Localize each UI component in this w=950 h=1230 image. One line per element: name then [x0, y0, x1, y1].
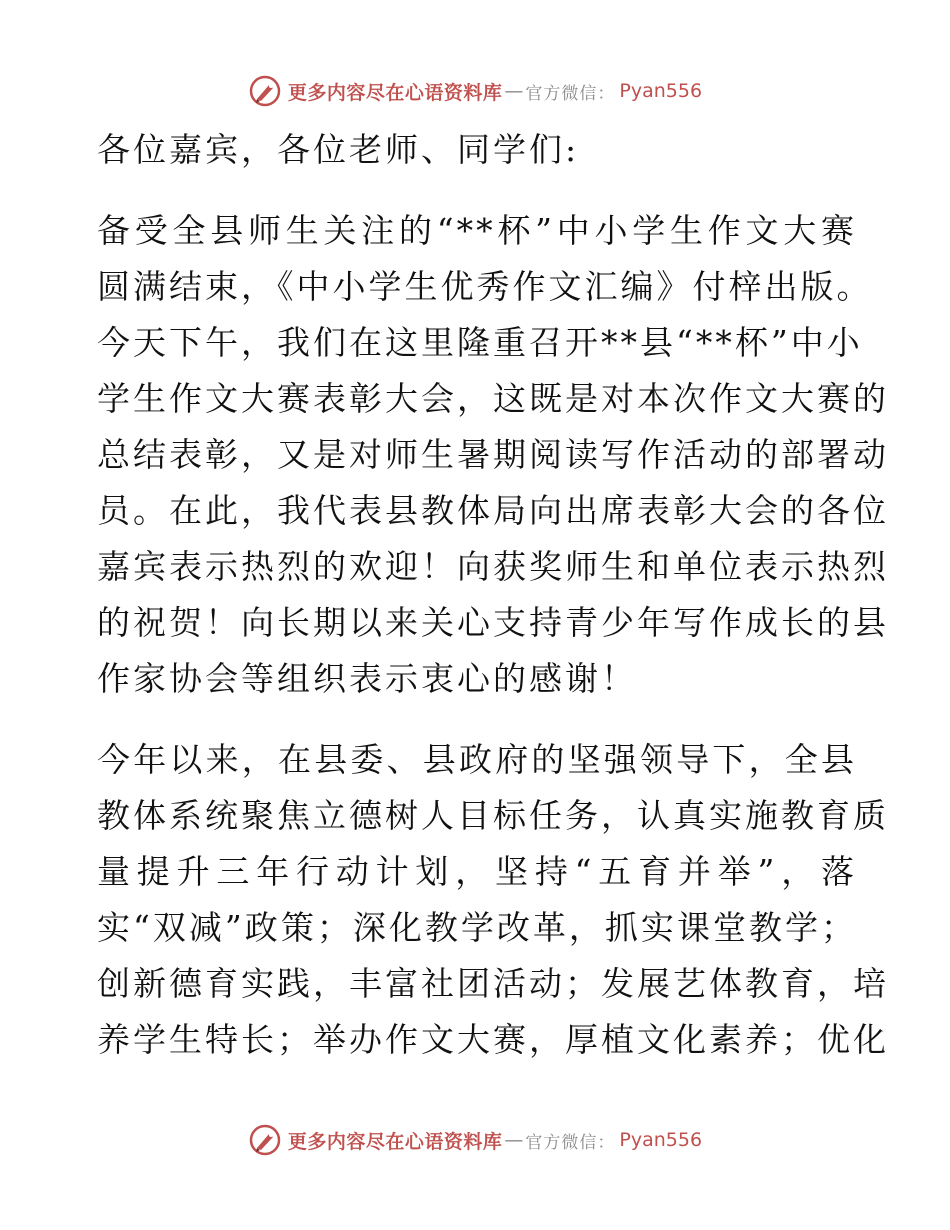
paragraph	[97, 122, 857, 178]
paragraph-line: 养学生特长；举办作文大赛，厚植文化素养；优化	[97, 1020, 889, 1059]
paragraph-line: 员。在此，我代表县教体局向出席表彰大会的各位	[97, 491, 889, 530]
header-watermark	[0, 71, 950, 111]
watermark-separator: —	[504, 80, 524, 102]
paragraph-line: 圆满结束，《中小学生优秀作文汇编》付梓出版。	[97, 267, 873, 306]
footer-watermark	[0, 1120, 950, 1160]
paragraph-gap	[97, 707, 857, 732]
paragraph-line: 实“双减”政策；深化教学改革，抓实课堂教学；	[97, 908, 857, 947]
document-body	[97, 122, 889, 1068]
paragraph-line: 教体系统聚焦立德树人目标任务，认真实施教育质	[97, 796, 889, 835]
paragraph	[97, 203, 889, 707]
watermark-wechat-label: 官方微信：	[525, 1132, 616, 1153]
paragraph-line: 学生作文大赛表彰大会，这既是对本次作文大赛的	[97, 379, 889, 418]
paragraph	[97, 732, 889, 1068]
watermark-site-text: 更多内容尽在心语资料库	[287, 1130, 503, 1153]
pen-logo-icon	[248, 74, 282, 108]
paragraph-line: 今年以来，在县委、县政府的坚强领导下，全县	[97, 740, 857, 779]
paragraph-gap	[97, 178, 857, 203]
paragraph-line: 作家协会等组织表示衷心的感谢！	[97, 659, 637, 698]
paragraph-line: 各位嘉宾，各位老师、同学们:	[97, 130, 580, 169]
paragraph-line: 量提升三年行动计划，坚持“五育并举”，落	[97, 852, 857, 891]
watermark-wechat-label: 官方微信：	[525, 83, 616, 104]
paragraph-line: 创新德育实践，丰富社团活动；发展艺体教育，培	[97, 964, 889, 1003]
pen-logo-icon	[248, 1123, 282, 1157]
paragraph-line: 的祝贺！向长期以来关心支持青少年写作成长的县	[97, 603, 889, 642]
paragraph-line: 嘉宾表示热烈的欢迎！向获奖师生和单位表示热烈	[97, 547, 889, 586]
watermark-wechat-id: Pyan556	[619, 1129, 703, 1151]
paragraph-line: 总结表彰，又是对师生暑期阅读写作活动的部署动	[97, 435, 889, 474]
paragraph-line: 今天下午，我们在这里隆重召开**县“**杯”中小	[97, 323, 863, 362]
watermark-wechat-id: Pyan556	[619, 80, 703, 102]
paragraph-line: 备受全县师生关注的“**杯”中小学生作文大赛	[97, 211, 857, 250]
watermark-site-text: 更多内容尽在心语资料库	[287, 81, 503, 104]
watermark-separator: —	[504, 1129, 524, 1151]
